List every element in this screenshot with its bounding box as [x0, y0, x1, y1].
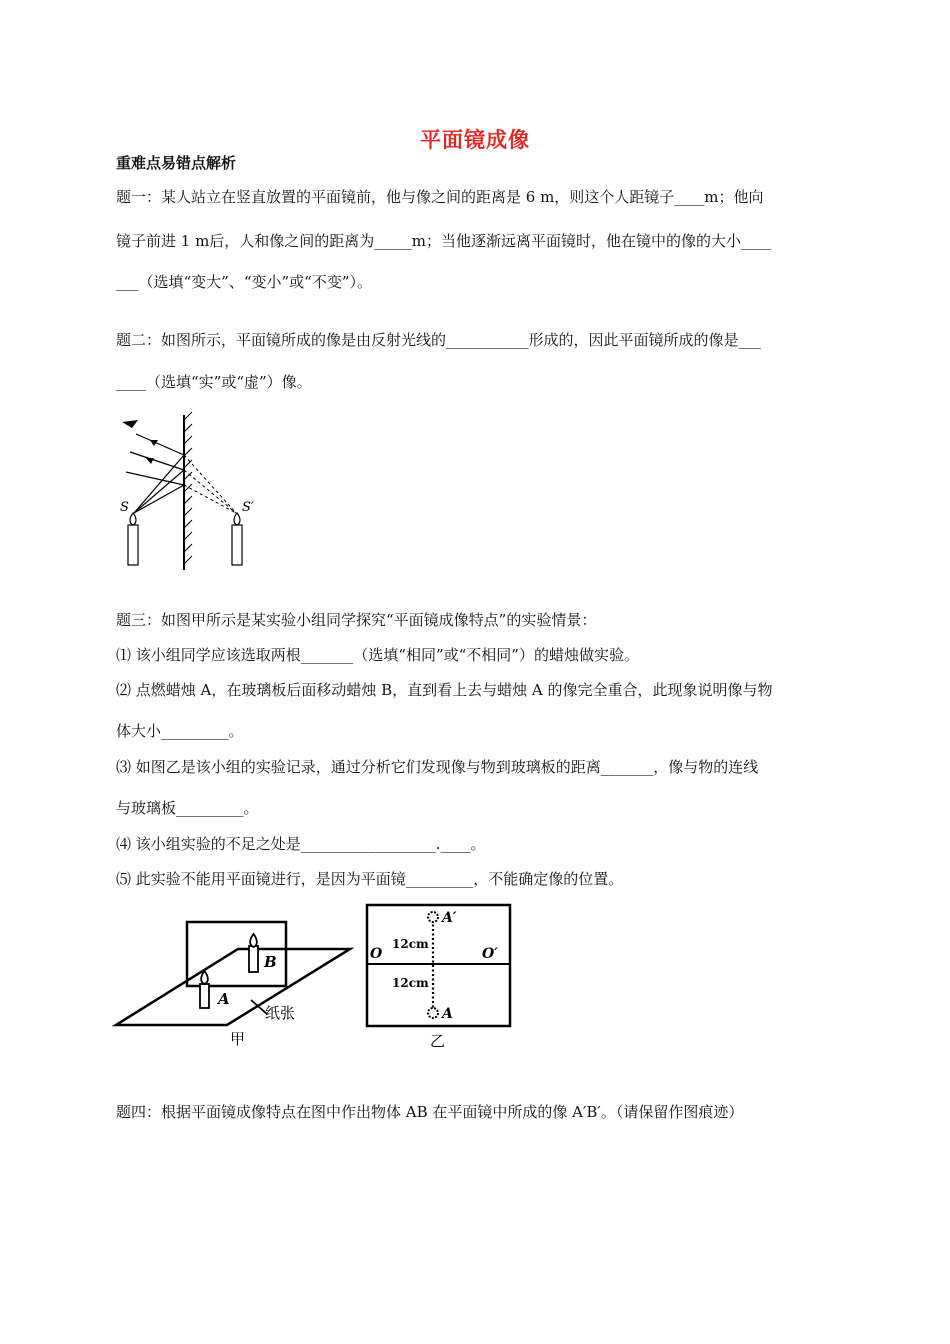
distance-bottom: 12cm: [392, 976, 429, 990]
label-a-prime: A′: [442, 910, 457, 926]
q1-line-1: 题一：某人站立在竖直放置的平面镜前，他与像之间的距离是 6 m，则这个人距镜子____m；他向: [116, 188, 764, 206]
q2-line-2: ____（选填“实”或“虚”）像。: [116, 373, 312, 391]
q3-item-2-line-1: ⑵ 点燃蜡烛 A，在玻璃板后面移动蜡烛 B，直到看上去与蜡烛 A 的像完全重合，此现象说明像与物: [116, 681, 773, 699]
q3-item-1: ⑴ 该小组同学应该选取两根_______（选填“相同”或“不相同”）的蜡烛做实验。: [116, 646, 639, 664]
label-o: O: [370, 946, 383, 962]
q2-line-1: 题二：如图所示，平面镜所成的像是由反射光线的___________形成的，因此平面镜所成的像是___: [116, 331, 762, 349]
label-paper: 纸张: [265, 1004, 296, 1022]
q3-line-1: 题三：如图甲所示是某实验小组同学探究“平面镜成像特点”的实验情景：: [116, 611, 597, 629]
label-a-yi: A: [442, 1006, 453, 1022]
eye-icon: [122, 420, 138, 428]
section-heading: 重难点易错点解析: [116, 154, 237, 172]
label-o-prime: O′: [482, 946, 498, 962]
label-a: A: [218, 990, 230, 1008]
q3-item-4: ⑷ 该小组实验的不足之处是__________________.____。: [116, 835, 486, 853]
q1-line-2: 镜子前进 1 m后，人和像之间的距离为_____m；当他逐渐远离平面镜时，他在镜中的像的大小____: [116, 232, 772, 250]
q3-item-3-line-1: ⑶ 如图乙是该小组的实验记录，通过分析它们发现像与物到玻璃板的距离_______，像与物的连线: [116, 758, 759, 776]
label-s: S: [120, 500, 129, 515]
q3-item-5: ⑸ 此实验不能用平面镜进行，是因为平面镜_________，不能确定像的位置。: [116, 870, 624, 888]
label-b: B: [264, 953, 277, 971]
experiment-figure-jia: [112, 916, 357, 1051]
distance-top: 12cm: [392, 937, 429, 951]
caption-yi: 乙: [430, 1032, 446, 1050]
label-s-prime: S′: [242, 500, 254, 515]
q3-item-2-line-2: 体大小_________。: [116, 722, 244, 740]
q3-item-3-line-2: 与玻璃板_________。: [116, 799, 259, 817]
page-title: 平面镜成像: [420, 128, 530, 152]
mirror-reflection-figure: [112, 410, 272, 575]
caption-jia: 甲: [230, 1030, 246, 1048]
q1-line-3: ___（选填“变大”、“变小”或“不变”）。: [116, 273, 373, 291]
q4-line-1: 题四：根据平面镜成像特点在图中作出物体 AB 在平面镜中所成的像 A′B′。（请保留作图痕迹）: [116, 1103, 744, 1121]
experiment-figure-yi: [360, 900, 515, 1052]
